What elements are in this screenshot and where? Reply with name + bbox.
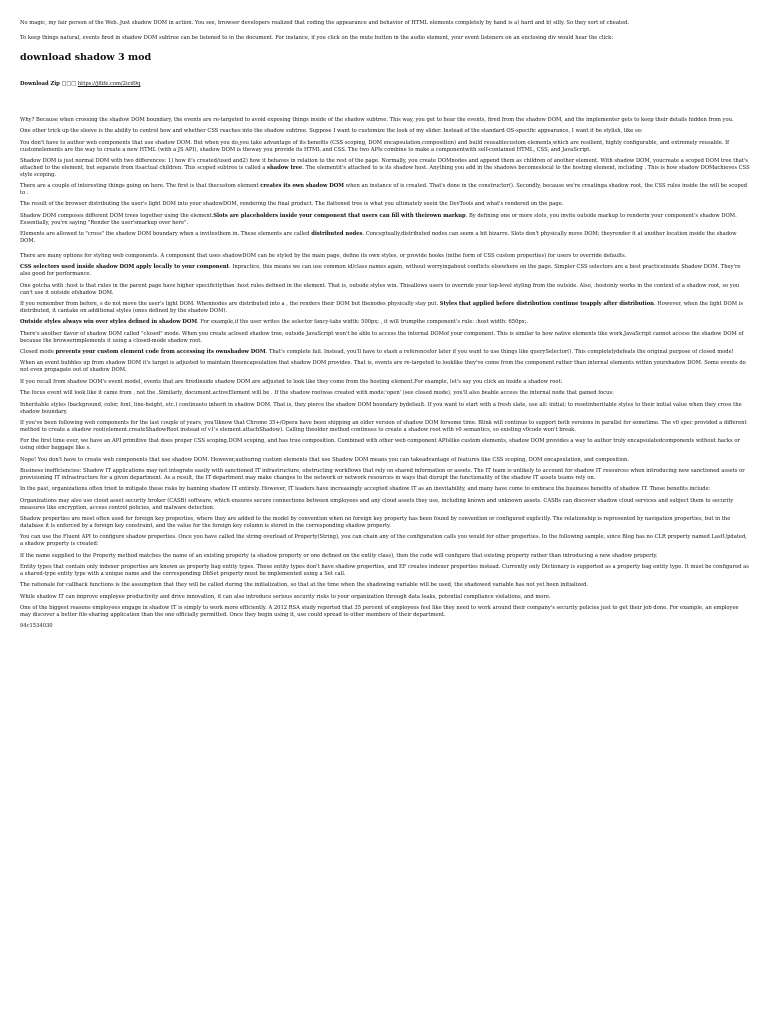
- paragraph-text: . For example,if the user writes the selector fancy-tabs width: 500px; , it will trumpthe component's rule: :host width: 650px;.: [197, 319, 529, 326]
- body-paragraph: [20, 379, 750, 386]
- body-paragraph: [20, 468, 750, 482]
- paragraph-text: Organizations may also use cloud asset security broker (CASB) software, which ensures secure connections between employees and any cloud assets they use, including known and unknown assets. CASBs can discover shadow cloud services and subject them to security measures like encryption, access control policies, and malware detection.: [20, 497, 734, 511]
- body-paragraph: [20, 516, 750, 530]
- paragraph-text: . That's complete fail. Instead, you'll have to stash a referencefor later if you want to use things like querySelector(). This completelydefeats the original purpose of closed mode!: [265, 349, 734, 356]
- paragraph-text: There are many options for styling web components. A component that uses shadowDOM can be styled by the main page, define its own styles, or provide hooks (inthe form of CSS custom properties) for users to override defaults.: [20, 253, 627, 259]
- paragraph-emphasis: Styles that applied before distribution continue toapply after distribution: [439, 301, 654, 308]
- body-paragraph: [20, 349, 750, 356]
- body-paragraph: [20, 158, 750, 179]
- body-paragraph: [20, 605, 750, 619]
- body-paragraph: [20, 402, 750, 416]
- body-paragraph: [20, 420, 750, 434]
- paragraph-text: If the name supplied to the Property method matches the name of an existing property (a shadow property or one defined on the entity class), then the code will configure that existing property rather than introducing a new shadow property.: [20, 552, 658, 559]
- paragraph-emphasis: Slots are placeholders inside your component that users can fill with theirown markup: [213, 212, 466, 219]
- paragraph-text: . By defining one or more slots, you invite outside markup to renderin your component's shadow DOM. Essentially, you're saying "Render the user'smarkup over here".: [20, 212, 737, 226]
- intro-paragraph-2: To keep things natural, events fired in shadow DOM subtree can be listened to in the document. For instance, if you click on the mute button in the audio element, your event listeners on an enclosing div would hear the click:: [20, 34, 614, 41]
- body-paragraph: [20, 253, 750, 260]
- paragraph-text: In the past, organizations often tried to mitigate these risks by banning shadow IT entirely. However, IT leaders have increasingly accepted shadow IT as an inevitability, and many have come to embrace the business benefits of shadow IT. Those benefits include:: [20, 486, 711, 493]
- body-paragraph: [20, 183, 750, 197]
- paragraph-text: Nope! You don't have to create web components that use shadow DOM. However,authoring custom elements that use Shadow DOM means you can takeadvantage of features like CSS scoping, DOM encapsulation, and composition.: [20, 456, 629, 463]
- body-paragraph: [20, 582, 750, 589]
- paragraph-text: If you recall from shadow DOM's event model, events that are firedinside shadow DOM are adjusted to look like they come from the hosting element.For example, let's say you click an inside a shadow root:: [20, 378, 563, 385]
- paragraph-text: Shadow DOM is just normal DOM with two differences: 1) how it's created/used and2) how it behaves in relation to the rest of the page. Normally, you create DOMnodes and append them as children of another element. With shadow DOM, youcreate a scoped DOM tree that's attached to the element, but separate from itsactual children. This scoped subtree is called a: [20, 157, 748, 171]
- paragraph-text: . Inpractice, this means we can use common id/class names again, without worryingabout conflicts elsewhere on the page. Simpler CSS selectors are a best practiceinside Shadow DOM. They're also good for performance.: [20, 264, 741, 278]
- body-paragraph: [20, 319, 750, 326]
- paragraph-text: . However, when the light DOM is distributed, it cantake on additional styles (ones defined by the shadow DOM).: [20, 301, 743, 314]
- body-paragraph: [20, 264, 750, 278]
- paragraph-emphasis: distributed nodes: [311, 231, 363, 238]
- paragraph-text: You can use the Fluent API to configure shadow properties. Once you have called the string overload of Property(String), you can chain any of the configuration calls you would for other properties. In the following sample, since Blog has no CLR property named LastUpdated, a shadow property is created:: [20, 534, 747, 548]
- paragraph-emphasis: creates its own shadow DOM: [260, 183, 344, 190]
- paragraph-text: Closed mode: [20, 349, 56, 356]
- paragraph-text: You don't have to author web components that use shadow DOM. But when you do,you take advantage of its benefits (CSS scoping, DOM encapsulation,composition) and build reusablecustom elements,which are resilient, highly configurable, and extremely reusable. If customelements are the way to create a new HTML (with a JS API), shadow DOM is theway you provide its HTML and CSS. The two APIs combine to make a componentwith self-contained HTML, CSS, and JavaScript.: [20, 139, 730, 153]
- download-line: [20, 81, 750, 88]
- body-paragraph: [20, 331, 750, 345]
- paragraph-text: Business inefficiencies: Shadow IT applications may not integrate easily with sanctioned IT infrastructure, obstructing workflows that rely on shared information or assets. The IT team is unlikely to account for shadow IT resources when introducing new sanctioned assets or provisioning IT infrastructure for a given department. As a result, the IT department may make changes to the network or network resources in ways that disrupt the functionality of the shadow IT assets teams rely on.: [20, 467, 745, 481]
- paragraph-text: The focus event will look like it came from , not the .Similarly, document.activeElement will be . If the shadow rootwas created with mode:'open' (see closed mode), you'll also beable access the internal node that gained focus:: [20, 390, 614, 397]
- paragraph-text: One of the biggest reasons employees engage in shadow IT is simply to work more efficiently. A 2012 RSA study reported that 35 percent of employees feel like they need to work around their company's security policies just to get their job done. For example, an employee may discover a better file-sharing application than the one officially permitted. Once they begin using it, use could spread to other members of their department.: [20, 605, 739, 619]
- body-paragraph: [20, 498, 750, 512]
- paragraph-text: One other trick up the sleeve is the ability to control how and whether CSS reaches into the shadow subtree. Suppose I want to customize the look of my slider. Instead of the standard OS-specific appearance, I want it be stylish, like so:: [20, 128, 643, 135]
- body-paragraph: [20, 117, 750, 124]
- body-paragraph: [20, 213, 750, 227]
- paragraph-text: While shadow IT can improve employee productivity and drive innovation, it can also introduce serious security risks to your organization through data leaks, potential compliance violations, and more.: [20, 593, 551, 600]
- paragraph-text: The rationale for callback functions is the assumption that they will be called during the initialization, so that at the time when the shadowing variable will be used, the shadowed variable has not yet been initialized.: [20, 582, 589, 589]
- body-paragraph: [20, 301, 750, 315]
- paragraph-text: Elements are allowed to "cross" the shadow DOM boundary when a invitesthem in. These elements are called: [20, 231, 312, 238]
- paragraph-text: There are a couple of interesting things going on here. The first is that thecustom element: [20, 183, 261, 190]
- body-paragraph: [20, 594, 750, 601]
- body-paragraph: [20, 486, 750, 493]
- body-paragraph: [20, 553, 750, 560]
- footer-id: 94c1534030: [20, 623, 53, 630]
- paragraph-text: Shadow properties are most often used for foreign key properties, where they are added to the model by convention when no foreign key property has been found by convention or configured explicitly. The relationship is represented by navigation properties, but in the database it is enforced by a foreign key constraint, and the value for the foreign key column is stored in the corresponding shadow property.: [20, 515, 731, 529]
- paragraph-text: Entity types that contain only indexer properties are known as property bag entity types. These entity types don't have shadow properties, and EF creates indexer properties instead. Currently only Dictionary is supported as a property bag entity type. It must be configured as a shared-type entity type with a unique name and the corresponding DbSet property must be implemented using a Set call.: [20, 564, 749, 577]
- page-title: download shadow 3 mod: [20, 51, 152, 63]
- body-paragraph: [20, 360, 750, 374]
- paragraph-text: One gotcha with :host is that rules in the parent page have higher specificitythan :host rules defined in the element. That is, outside styles win. Thisallows users to override your top-level styling from the outside. Also, :hostonly works in the context of a shadow root, so you can't use it outside ofshadow DOM.: [20, 282, 740, 296]
- paragraph-text: When an event bubbles up from shadow DOM it's target is adjusted to maintain theencapsulation that shadow DOM provides. That is, events are re-targeted to looklike they've come from the component rather than internal elements within yourshadow DOM. Some events do not even propagate out of shadow DOM.: [20, 360, 746, 374]
- paragraph-text: Shadow DOM composes different DOM trees together using the element.: [20, 212, 214, 219]
- download-boxes: □□□: [61, 80, 77, 87]
- download-link[interactable]: https://jflife.com/2icd9q: [77, 80, 141, 87]
- paragraph-text: If you've been following web components for the last couple of years, you'llknow that Chrome 35+/Opera have been shipping an older version of shadow DOM forsome time. Blink will continue to support both versions in parallel for sometime. The v0 spec provided a different method to create a shadow root(element.createShadowRoot instead of v1's element.attachShadow). Calling theolder method continues to create a shadow root with v0 semantics, so existing v0code won't break.: [20, 419, 747, 433]
- body-paragraph: [20, 534, 750, 548]
- body-paragraph: [20, 140, 750, 154]
- body-paragraph: [20, 283, 750, 297]
- paragraph-text: The result of the browser distributing the user's light DOM into your shadowDOM, rendering the final product. The flattened tree is what you ultimately seein the DevTools and what's rendered on the page.: [20, 201, 564, 208]
- intro-paragraph-1: No magic, my fair person of the Web. Just shadow DOM in action. You see, browser developers realized that coding the appearance and behavior of HTML elements completely by hand is a) hard and b) silly. So they sort of cheated.: [20, 20, 630, 26]
- body-paragraph: [20, 564, 750, 578]
- paragraph-text: . The elementit's attached to is its shadow host. Anything you add in the shadows becomeslocal to the hosting element, including . This is how shadow DOMachieves CSS style scoping.: [20, 164, 750, 178]
- body-paragraph: [20, 438, 750, 452]
- paragraph-text: For the first time ever, we have an API primitive that does proper CSS scoping,DOM scoping, and has true composition. Combined with other web component APIslike custom elements, shadow DOM provides a way to author truly encapsulatedcomponents without hacks or using older baggage like s.: [20, 438, 740, 452]
- paragraph-text: If you remember from before, s do not move the user's light DOM. Whennodes are distributed into a , the renders their DOM but thenodes physically stay put.: [20, 301, 440, 308]
- paragraph-text: There's another flavor of shadow DOM called "closed" mode. When you create aclosed shadow tree, outside JavaScript won't be able to access the internal DOMof your component. This is similar to how native elements like work.JavaScript cannot access the shadow DOM of because the browserimplements it using a closed-mode shadow root.: [20, 330, 744, 344]
- paragraph-emphasis: shadow tree: [267, 164, 303, 171]
- paragraph-text: Why? Because when crossing the shadow DOM boundary, the events are re-targeted to avoid exposing things inside of the shadow subtree. This way, you get to hear the events, fired from the shadow DOM, and the implementer gets to keep their details hidden from you.: [20, 116, 734, 123]
- body-paragraph: [20, 390, 750, 397]
- paragraph-emphasis: prevents your custom element code from accessing its ownshadow DOM: [55, 349, 266, 356]
- download-label: Download Zip: [20, 80, 60, 87]
- body-paragraph: [20, 201, 750, 208]
- body-paragraph: [20, 457, 750, 464]
- paragraph-text: when an instance of is created. That's done in the constructor(). Secondly, because we're creatinga shadow root, the CSS rules inside the will be scoped to .: [20, 183, 748, 197]
- body-paragraph: [20, 231, 750, 245]
- paragraph-emphasis: CSS selectors used inside shadow DOM apply locally to your component: [20, 264, 230, 271]
- paragraph-text: Inheritable styles (background, color, font, line-height, etc.) continueto inherit in shadow DOM. That is, they pierce the shadow DOM boundary bydefault. If you want to start with a fresh slate, use all: initial; to resetinheritable styles to their initial value when they cross the shadow boundary.: [20, 401, 742, 415]
- paragraph-emphasis: Outside styles always win over styles defined in shadow DOM: [20, 319, 198, 326]
- body-paragraph: [20, 128, 750, 135]
- body-paragraphs: [20, 117, 750, 619]
- paragraph-text: . Conceptually,distributed nodes can seem a bit bizarre. Slots don't physically move DOM; theyrender it at another location inside the shadow DOM.: [20, 231, 737, 245]
